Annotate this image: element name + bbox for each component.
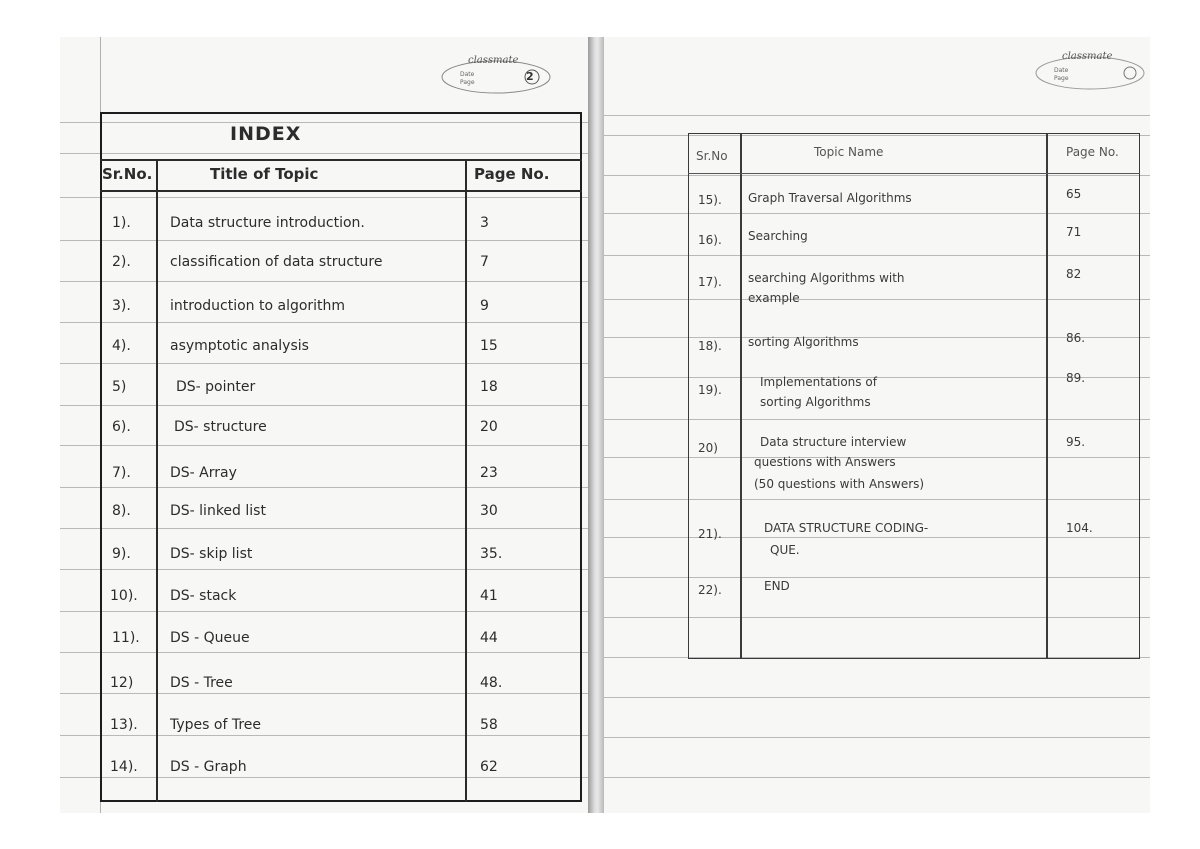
row-sr: 8).	[112, 503, 131, 519]
row-topic: DS- Array	[170, 465, 237, 481]
logo-date-label: Date	[460, 71, 475, 78]
row-page: 104.	[1066, 521, 1093, 535]
row-topic: sorting Algorithms	[748, 335, 859, 349]
logo-date-label: Date	[1054, 67, 1069, 74]
row-sr: 11).	[112, 630, 140, 646]
row-topic: DS- skip list	[170, 546, 253, 562]
row-sr: 15).	[698, 193, 722, 207]
row-topic: DS- linked list	[170, 503, 266, 519]
row-page: 82	[1066, 267, 1082, 281]
row-topic: DS- structure	[174, 419, 267, 435]
row-page: 41	[480, 588, 498, 604]
classmate-logo	[440, 55, 552, 95]
row-page: 65	[1066, 187, 1082, 201]
row-page: 15	[480, 338, 498, 354]
logo-page-label: Page	[1054, 75, 1069, 82]
row-page: 20	[480, 419, 498, 435]
row-page: 9	[480, 298, 489, 314]
index-table-frame	[688, 133, 1140, 659]
row-sr: 16).	[698, 233, 722, 247]
row-page: 62	[480, 759, 498, 775]
row-topic: DS- stack	[170, 588, 237, 604]
page-title: INDEX	[230, 123, 302, 145]
row-sr: 5)	[112, 379, 127, 395]
row-sr: 22).	[698, 583, 722, 597]
row-topic-line2: sorting Algorithms	[760, 395, 871, 409]
logo-brand: classmate	[468, 55, 519, 66]
row-topic: END	[764, 579, 790, 593]
row-page: 35.	[480, 546, 503, 562]
row-topic-line3: (50 questions with Answers)	[754, 477, 925, 491]
row-sr: 1).	[112, 215, 131, 231]
row-topic: Searching	[748, 229, 808, 243]
row-topic: introduction to algorithm	[170, 298, 346, 314]
row-sr: 20)	[698, 441, 718, 455]
row-topic: searching Algorithms with	[748, 271, 905, 285]
row-topic: classification of data structure	[170, 254, 383, 270]
row-topic: DS - Tree	[170, 675, 233, 691]
row-topic: Data structure introduction.	[170, 215, 365, 231]
row-page: 95.	[1066, 435, 1086, 449]
row-topic: DS- pointer	[176, 379, 256, 395]
row-page: 3	[480, 215, 489, 231]
row-topic-line2: QUE.	[770, 543, 800, 557]
row-topic-line2: example	[748, 291, 800, 305]
row-sr: 13).	[110, 717, 138, 733]
row-sr: 18).	[698, 339, 722, 353]
row-sr: 6).	[112, 419, 131, 435]
header-page-no: Page No.	[474, 165, 550, 183]
header-page-no: Page No.	[1066, 145, 1119, 159]
header-sr-no: Sr.No	[696, 149, 728, 163]
classmate-logo	[1034, 51, 1146, 91]
row-page: 18	[480, 379, 498, 395]
row-page: 44	[480, 630, 498, 646]
row-page: 30	[480, 503, 498, 519]
row-page: 23	[480, 465, 498, 481]
logo-page-number: 2	[526, 70, 534, 83]
right-notebook-page	[604, 37, 1150, 813]
row-topic: Data structure interview	[760, 435, 907, 449]
logo-page-label: Page	[460, 79, 475, 86]
row-topic: DATA STRUCTURE CODING-	[764, 521, 929, 535]
row-sr: 21).	[698, 527, 722, 541]
header-sr-no: Sr.No.	[102, 165, 153, 183]
row-page: 86.	[1066, 331, 1086, 345]
row-sr: 4).	[112, 338, 131, 354]
notebook-binding	[588, 37, 604, 813]
row-topic: asymptotic analysis	[170, 338, 309, 354]
row-topic: Types of Tree	[170, 717, 262, 733]
row-sr: 17).	[698, 275, 722, 289]
row-topic: DS - Queue	[170, 630, 250, 646]
row-page: 58	[480, 717, 498, 733]
row-sr: 14).	[110, 759, 138, 775]
row-page: 7	[480, 254, 489, 270]
row-topic: DS - Graph	[170, 759, 247, 775]
row-topic-line2: questions with Answers	[754, 455, 896, 469]
row-sr: 12)	[110, 675, 134, 691]
row-sr: 3).	[112, 298, 131, 314]
logo-brand: classmate	[1062, 51, 1113, 62]
row-sr: 2).	[112, 254, 131, 270]
header-topic-name: Topic Name	[814, 145, 884, 159]
row-topic: Graph Traversal Algorithms	[748, 191, 912, 205]
row-topic: Implementations of	[760, 375, 877, 389]
left-notebook-page	[60, 37, 590, 813]
row-sr: 10).	[110, 588, 138, 604]
row-page: 48.	[480, 675, 503, 691]
header-title-of-topic: Title of Topic	[210, 165, 319, 183]
row-sr: 19).	[698, 383, 722, 397]
row-sr: 9).	[112, 546, 131, 562]
row-page: 89.	[1066, 371, 1086, 385]
row-sr: 7).	[112, 465, 131, 481]
row-page: 71	[1066, 225, 1082, 239]
